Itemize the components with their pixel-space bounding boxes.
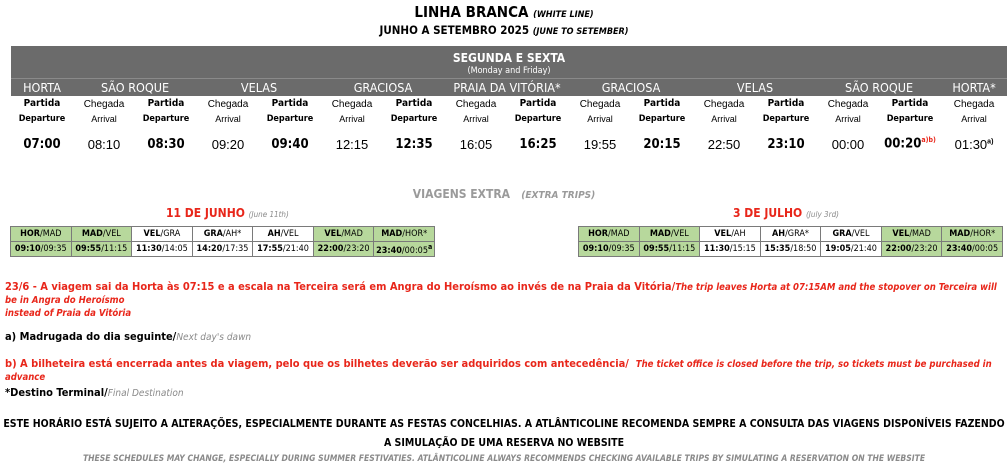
port-horta: HORTA	[11, 78, 73, 96]
july-date-en: (July 3rd)	[806, 210, 839, 219]
note-destination: *Destino Terminal/Final Destination	[5, 386, 184, 399]
port-horta-final: HORTA*	[941, 78, 1007, 96]
time-cell: 19:55	[583, 136, 617, 152]
arrival-label: Chegada Arrival	[455, 98, 497, 124]
extra-route-cell: HOR/MAD	[579, 227, 640, 242]
time-cell: 07:00	[23, 136, 61, 152]
extra-time-cell: 09:10/09:35	[11, 242, 72, 257]
extra-time-cell: 17:55/21:40	[253, 242, 314, 257]
port-graciosa-return: GRACIOSA	[569, 78, 693, 96]
schedule-days-en: (Monday and Friday)	[11, 65, 1007, 78]
extra-time-cell: 11:30/14:05	[132, 242, 193, 257]
time-cell: 23:10	[767, 136, 805, 152]
july-extra-table	[578, 226, 1003, 257]
port-sao-roque-return: SÃO ROQUE	[817, 78, 941, 96]
time-cell: 09:40	[271, 136, 309, 152]
label-row	[11, 96, 1007, 127]
time-cell: 12:35	[395, 136, 433, 152]
extra-route-cell: VEL/MAD	[313, 227, 374, 242]
june-extra-table	[10, 226, 435, 257]
time-cell: 01:30$^{a)}$	[954, 136, 994, 152]
arrival-label: Chegada Arrival	[83, 98, 125, 124]
departure-label: Partida Departure	[390, 98, 438, 124]
extra-route-cell: MAD/VEL	[639, 227, 700, 242]
time-cell: 09:20	[211, 136, 245, 152]
extra-route-cell: AH/VEL	[253, 227, 314, 242]
june-date: 11 DE JUNHO (June 11th)	[166, 206, 289, 220]
subtitle-en: (JUNE TO SETEMBER)	[532, 27, 629, 37]
departure-label: Partida Departure	[18, 98, 66, 124]
arrival-label: Chegada Arrival	[579, 98, 621, 124]
extra-time-cell: 23:40/00:05$^a$	[374, 242, 435, 257]
extra-time-cell: 15:35/18:50	[760, 242, 821, 257]
arrival-label: Chegada Arrival	[827, 98, 869, 124]
departure-label: Partida Departure	[638, 98, 686, 124]
time-row	[11, 242, 435, 257]
extra-route-cell: AH/GRA*	[760, 227, 821, 242]
extra-trips-title-en: (EXTRA TRIPS)	[521, 190, 596, 201]
schedule-days: SEGUNDA E SEXTA	[11, 46, 1007, 65]
extra-route-cell: VEL/GRA	[132, 227, 193, 242]
note-june-23: 23/6 - A viagem sai da Horta às 07:15 e a escala na Terceira será em Angra do Heroísmo ao invés de na Praia da Vitória/The trip leaves Horta at 07:15AM and the stopover on Terceira will be in Angra do Heroísmo instead of Praia da Vitória	[5, 280, 997, 319]
departure-label: Partida Departure	[266, 98, 314, 124]
extra-time-cell: 09:55/11:15	[71, 242, 132, 257]
footnote-marker: a)	[987, 138, 994, 146]
extra-time-cell: 22:00/23:20	[881, 242, 942, 257]
note-b: b) A bilheteira está encerrada antes da viagem, pelo que os bilhetes deverão ser adquiridos com antecedência/ The ticket office is closed before the trip, so tickets must be purchased in advance	[5, 357, 992, 383]
disclaimer: ESTE HORÁRIO ESTÁ SUJEITO A ALTERAÇÕES, ESPECIALMENTE DURANTE AS FESTAS CONCELHIAS. A ATLÂNTICOLINE RECOMENDA SEMPRE A CONSULTA DAS VIAGENS DISPONÍVEIS FAZENDO A SIMULAÇÃO DE UMA RESERVA NO WEBSITE	[3, 418, 1005, 449]
extra-route-cell: MAD/VEL	[71, 227, 132, 242]
extra-time-cell: 09:10/09:35	[579, 242, 640, 257]
title-en: (WHITE LINE)	[533, 10, 594, 20]
extra-trips-title: VIAGENS EXTRA (EXTRA TRIPS)	[412, 187, 596, 201]
time-cell: 12:15	[335, 136, 369, 152]
port-velas-return: VELAS	[693, 78, 817, 96]
time-cell: 22:50	[707, 136, 741, 152]
time-row	[11, 127, 1007, 155]
page-title: LINHA BRANCA (WHITE LINE)	[414, 3, 594, 21]
arrival-label: Chegada Arrival	[207, 98, 249, 124]
extra-route-cell: MAD/HOR*	[374, 227, 435, 242]
port-velas: VELAS	[197, 78, 321, 96]
footnote-marker: a)b)	[921, 136, 936, 145]
time-cell: 08:30	[147, 136, 185, 152]
departure-label: Partida Departure	[142, 98, 190, 124]
extra-route-cell: GRA/AH*	[192, 227, 253, 242]
time-cell: $00:20^{a)b)}$	[884, 136, 936, 152]
time-cell: 08:10	[87, 136, 121, 152]
extra-route-cell: HOR/MAD	[11, 227, 72, 242]
arrival-label: Chegada Arrival	[953, 98, 995, 124]
extra-time-cell: 19:05/21:40	[821, 242, 882, 257]
note-a: a) Madrugada do dia seguinte/Next day's dawn	[5, 330, 252, 343]
july-date: 3 DE JULHO (July 3rd)	[733, 206, 839, 220]
extra-time-cell: 22:00/23:20	[313, 242, 374, 257]
departure-label: Partida Departure	[514, 98, 562, 124]
arrival-label: Chegada Arrival	[703, 98, 745, 124]
arrival-label: Chegada Arrival	[331, 98, 373, 124]
departure-label: Partida Departure	[886, 98, 934, 124]
route-row	[579, 227, 1003, 242]
extra-route-cell: MAD/HOR*	[942, 227, 1003, 242]
extra-time-cell: 09:55/11:15	[639, 242, 700, 257]
port-row	[11, 78, 1007, 96]
time-row	[579, 242, 1003, 257]
extra-route-cell: GRA/VEL	[821, 227, 882, 242]
time-cell: 00:00	[831, 136, 865, 152]
time-cell: 20:15	[643, 136, 681, 152]
disclaimer-en: THESE SCHEDULES MAY CHANGE, ESPECIALLY DURING SUMMER FESTIVATIES. ATLÂNTICOLINE ALWAYS RECOMMENDS CHECKING AVAILABLE TRIPS BY SIMULATING A RESERVATION ON THE WEBSITE	[82, 454, 926, 464]
page-subtitle: JUNHO A SETEMBRO 2025 (JUNE TO SETEMBER)	[379, 23, 629, 37]
extra-time-cell: 11:30/15:15	[700, 242, 761, 257]
extra-time-cell: 14:20/17:35	[192, 242, 253, 257]
schedule-table	[11, 46, 1007, 155]
extra-route-cell: VEL/MAD	[881, 227, 942, 242]
port-graciosa: GRACIOSA	[321, 78, 445, 96]
extra-route-cell: VEL/AH	[700, 227, 761, 242]
port-sao-roque: SÃO ROQUE	[73, 78, 197, 96]
port-praia-da-vitoria: PRAIA DA VITÓRIA*	[445, 78, 569, 96]
time-cell: 16:25	[519, 136, 557, 152]
extra-time-cell: 23:40/00:05	[942, 242, 1003, 257]
time-cell: 16:05	[459, 136, 493, 152]
june-date-en: (June 11th)	[248, 210, 289, 219]
departure-label: Partida Departure	[762, 98, 810, 124]
route-row	[11, 227, 435, 242]
